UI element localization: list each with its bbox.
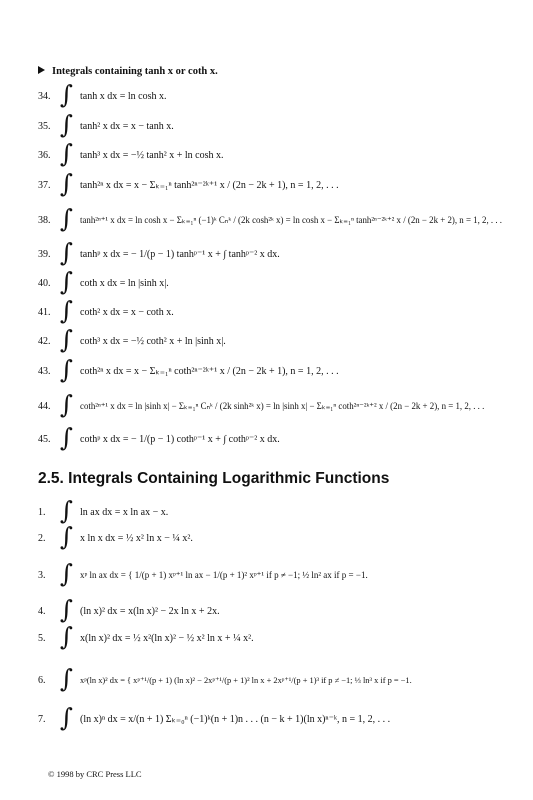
- formula-row: [0, 355, 533, 384]
- formula-expression: ln ax dx = x ln ax − x.: [80, 507, 169, 518]
- formula-row: [0, 139, 533, 168]
- formula-number: 1.: [38, 507, 46, 518]
- formula-number: 34.: [38, 91, 51, 102]
- formula-number: 41.: [38, 307, 51, 318]
- integral-sign: ∫: [60, 390, 74, 419]
- integral-sign: ∫: [60, 80, 74, 109]
- formula-number: 43.: [38, 366, 51, 377]
- formula-row: [0, 496, 533, 525]
- formula-number: 4.: [38, 606, 46, 617]
- integral-sign: ∫: [60, 296, 74, 325]
- integral-sign: ∫: [60, 238, 74, 267]
- integral-sign: ∫: [60, 355, 74, 384]
- formula-expression: x ln x dx = ½ x² ln x − ¼ x².: [80, 533, 193, 544]
- formula-expression: tanh² x dx = x − tanh x.: [80, 121, 174, 132]
- formula-number: 2.: [38, 533, 46, 544]
- formula-number: 42.: [38, 336, 51, 347]
- formula-row: [0, 559, 533, 588]
- formula-row: [0, 325, 533, 354]
- formula-expression: xᵖ ln ax dx = { 1/(p + 1) xᵖ⁺¹ ln ax − 1/(p + 1)² xᵖ⁺¹ if p ≠ −1; ½ ln² ax if p = −1.: [80, 570, 368, 580]
- formula-row: [0, 169, 533, 198]
- formula-number: 45.: [38, 434, 51, 445]
- formula-expression: coth²ⁿ x dx = x − Σₖ₌₁ⁿ coth²ⁿ⁻²ᵏ⁺¹ x / (2n − 2k + 1), n = 1, 2, . . .: [80, 366, 339, 377]
- formula-expression: coth³ x dx = −½ coth² x + ln |sinh x|.: [80, 336, 226, 347]
- integral-sign: ∫: [60, 496, 74, 525]
- formula-expression: coth²ⁿ⁺¹ x dx = ln |sinh x| − Σₖ₌₁ⁿ Cₙᵏ / (2k sinh²ᵏ x) = ln |sinh x| − Σₖ₌₁ⁿ coth²ⁿ⁻²ᵏ⁺² x / (2n − 2k + 2), n = 1, 2, . . .: [80, 401, 485, 411]
- formula-expression: x(ln x)² dx = ½ x²(ln x)² − ½ x² ln x + ¼ x².: [80, 633, 254, 644]
- integral-sign: ∫: [60, 139, 74, 168]
- formula-row: [0, 522, 533, 551]
- formula-expression: cothᵖ x dx = − 1/(p − 1) cothᵖ⁻¹ x + ∫ cothᵖ⁻² x dx.: [80, 434, 280, 445]
- integral-sign: ∫: [60, 169, 74, 198]
- formula-row: [0, 423, 533, 452]
- formula-expression: tanh²ⁿ⁺¹ x dx = ln cosh x − Σₖ₌₁ⁿ (−1)ᵏ Cₙᵏ / (2k cosh²ᵏ x) = ln cosh x − Σₖ₌₁ⁿ tanh²ⁿ⁻²ᵏ⁺² x / (2n − 2k + 2), n = 1, 2, . . .: [80, 215, 503, 225]
- section-title: 2.5. Integrals Containing Logarithmic Functions: [38, 470, 390, 487]
- formula-row: [0, 664, 533, 693]
- triangle-bullet-icon: [38, 66, 45, 74]
- formula-number: 40.: [38, 278, 51, 289]
- integral-sign: ∫: [60, 622, 74, 651]
- formula-row: [0, 703, 533, 732]
- formula-expression: tanh³ x dx = −½ tanh² x + ln cosh x.: [80, 150, 224, 161]
- formula-number: 3.: [38, 570, 46, 581]
- integral-sign: ∫: [60, 703, 74, 732]
- formula-number: 6.: [38, 675, 46, 686]
- formula-expression: tanh²ⁿ x dx = x − Σₖ₌₁ⁿ tanh²ⁿ⁻²ᵏ⁺¹ x / (2n − 2k + 1), n = 1, 2, . . .: [80, 180, 339, 191]
- formula-expression: coth² x dx = x − coth x.: [80, 307, 174, 318]
- formula-row: [0, 110, 533, 139]
- formula-expression: tanhᵖ x dx = − 1/(p − 1) tanhᵖ⁻¹ x + ∫ tanhᵖ⁻² x dx.: [80, 249, 280, 260]
- copyright-footer: © 1998 by CRC Press LLC: [48, 769, 142, 779]
- formula-number: 36.: [38, 150, 51, 161]
- formula-row: [0, 204, 533, 233]
- formula-row: [0, 296, 533, 325]
- formula-row: [0, 390, 533, 419]
- formula-expression: tanh x dx = ln cosh x.: [80, 91, 167, 102]
- subheading: [38, 66, 218, 77]
- formula-number: 7.: [38, 714, 46, 725]
- formula-row: [0, 622, 533, 651]
- formula-expression: xᵖ(ln x)² dx = { xᵖ⁺¹/(p + 1) (ln x)² − 2xᵖ⁺¹/(p + 1)² ln x + 2xᵖ⁺¹/(p + 1)³ if p ≠ −1; ⅓ ln³ x if p = −1.: [80, 676, 412, 685]
- formula-number: 37.: [38, 180, 51, 191]
- integral-sign: ∫: [60, 664, 74, 693]
- formula-number: 35.: [38, 121, 51, 132]
- integral-sign: ∫: [60, 204, 74, 233]
- formula-expression: coth x dx = ln |sinh x|.: [80, 278, 169, 289]
- subheading-text: Integrals containing tanh x or coth x.: [52, 66, 218, 77]
- integral-sign: ∫: [60, 522, 74, 551]
- formula-row: [0, 80, 533, 109]
- formula-number: 44.: [38, 401, 51, 412]
- formula-number: 38.: [38, 215, 51, 226]
- formula-row: [0, 238, 533, 267]
- integral-sign: ∫: [60, 267, 74, 296]
- integral-sign: ∫: [60, 595, 74, 624]
- integral-sign: ∫: [60, 325, 74, 354]
- integral-sign: ∫: [60, 423, 74, 452]
- formula-number: 39.: [38, 249, 51, 260]
- formula-row: [0, 267, 533, 296]
- integral-sign: ∫: [60, 110, 74, 139]
- formula-row: [0, 595, 533, 624]
- integral-sign: ∫: [60, 559, 74, 588]
- formula-expression: (ln x)ⁿ dx = x/(n + 1) Σₖ₌₀ⁿ (−1)ᵏ(n + 1)n . . . (n − k + 1)(ln x)ⁿ⁻ᵏ, n = 1, 2, . . .: [80, 714, 391, 725]
- formula-number: 5.: [38, 633, 46, 644]
- formula-expression: (ln x)² dx = x(ln x)² − 2x ln x + 2x.: [80, 606, 220, 617]
